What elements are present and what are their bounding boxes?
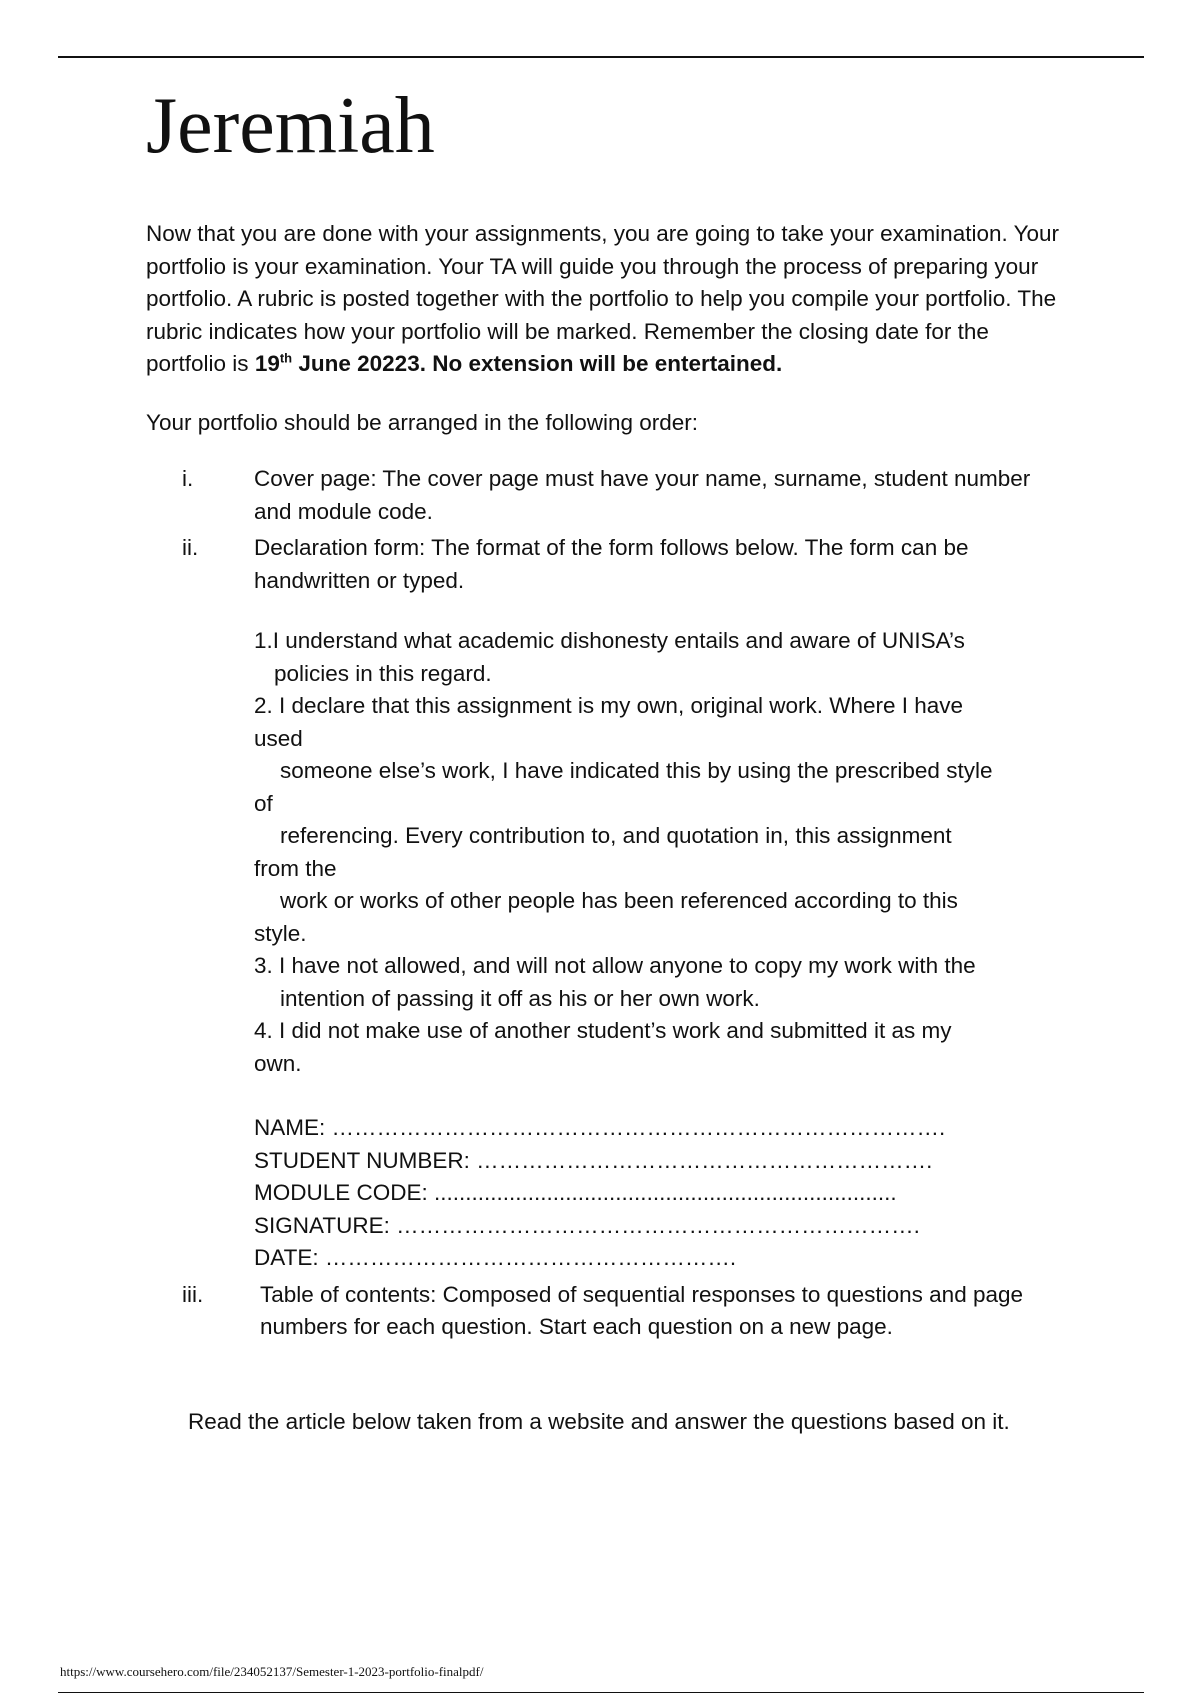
list-item xyxy=(146,1279,1066,1344)
list-item-body xyxy=(254,532,1066,1275)
declaration-line: referencing. Every contribution to, and quotation in, this assignment xyxy=(280,823,952,848)
declaration-line: 2. I declare that this assignment is my own, original work. Where I have xyxy=(254,693,964,718)
portfolio-order-list xyxy=(146,463,1066,1344)
closing-date: 19th June 20223. No extension will be entertained. xyxy=(254,350,783,376)
declaration-line: used xyxy=(254,725,303,751)
declaration-line: policies in this regard. xyxy=(274,660,492,686)
name-field: NAME: ………………………………………………………………………. xyxy=(254,1115,946,1140)
page-title: Jeremiah xyxy=(146,82,435,170)
list-item-text: Cover page: The cover page must have your name, surname, student number and module code. xyxy=(254,466,1031,524)
declaration-line: own. xyxy=(254,1050,302,1076)
declaration-line: work or works of other people has been referenced according to this xyxy=(280,888,958,913)
top-rule xyxy=(58,56,1144,58)
footer-url: https://www.coursehero.com/file/234052137/Semester-1-2023-portfolio-finalpdf/ xyxy=(60,1664,484,1679)
declaration-statements xyxy=(254,625,1066,1080)
declaration-line: from the xyxy=(254,855,337,881)
article-instruction: Read the article below taken from a website and answer the questions based on it. xyxy=(188,1408,1010,1434)
date-ordinal: th xyxy=(279,350,293,366)
intro-paragraph xyxy=(146,218,1066,381)
declaration-line: 3. I have not allowed, and will not allow anyone to copy my work with the xyxy=(254,953,976,978)
declaration-line: intention of passing it off as his or her own work. xyxy=(280,985,760,1011)
declaration-fields xyxy=(254,1112,1066,1275)
student-number-field: STUDENT NUMBER: ……………………………………………………. xyxy=(254,1147,933,1173)
list-marker: iii. xyxy=(182,1281,204,1307)
list-marker: ii. xyxy=(182,535,199,560)
list-item-text: Declaration form: The format of the form follows below. The form can be handwritten or typed. xyxy=(254,535,969,593)
declaration-line: style. xyxy=(254,920,307,946)
date-field: DATE: ………………………………………………. xyxy=(254,1245,737,1270)
list-item-text: Table of contents: Composed of sequential responses to questions and page numbers for each question. Start each question on a new page. xyxy=(260,1281,1024,1339)
document-body xyxy=(146,218,1066,1438)
module-code-field: MODULE CODE: .......................................................................... xyxy=(254,1180,897,1205)
declaration-line: 4. I did not make use of another student’s work and submitted it as my xyxy=(254,1018,952,1043)
intro-text: Now that you are done with your assignments, you are going to take your examination. Your portfolio is your examination. Your TA will guide you through the process of preparing your portfolio. A rubric is posted together with the portfolio to help you compile your portfolio. The rubric indicates how your portfolio will be marked. Remember the closing date for the portfolio is xyxy=(146,221,1060,376)
declaration-line: someone else’s work, I have indicated this by using the prescribed style xyxy=(280,758,993,783)
bottom-rule xyxy=(58,1692,1144,1693)
list-item xyxy=(146,532,1066,1275)
declaration-line: 1.I understand what academic dishonesty entails and aware of UNISA’s xyxy=(254,628,965,653)
list-item xyxy=(146,463,1066,528)
list-marker: i. xyxy=(182,466,194,491)
signature-field: SIGNATURE: ……………………………………………………………. xyxy=(254,1212,920,1238)
order-heading: Your portfolio should be arranged in the following order: xyxy=(146,409,699,435)
declaration-line: of xyxy=(254,790,273,816)
